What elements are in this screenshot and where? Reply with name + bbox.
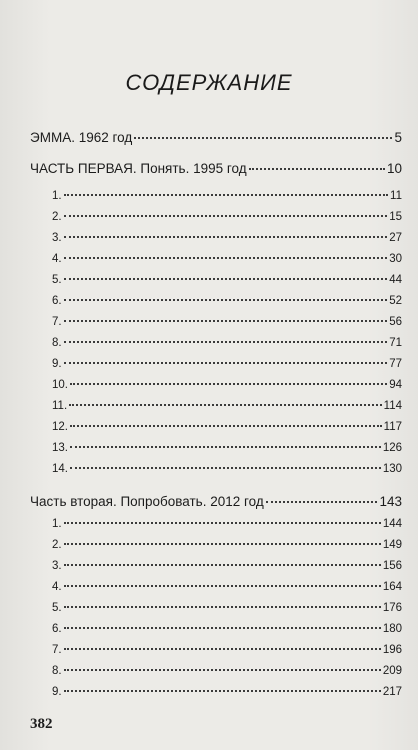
toc-entry-label: ЧАСТЬ ПЕРВАЯ. Понять. 1995 год — [30, 161, 247, 176]
toc-entry — [30, 274, 402, 286]
leader-dots — [69, 404, 382, 406]
leader-dots — [64, 257, 388, 259]
toc-entry-page: 15 — [389, 211, 402, 223]
toc-entry-page: 27 — [389, 232, 402, 244]
toc-entry-page: 77 — [389, 358, 402, 370]
leader-dots — [134, 137, 392, 139]
toc-entry — [30, 337, 402, 349]
leader-dots — [64, 543, 381, 545]
toc-entry-label: 8. — [52, 337, 62, 349]
toc-entry — [30, 518, 402, 530]
toc-entry-page: 71 — [389, 337, 402, 349]
page-title: СОДЕРЖАНИЕ — [125, 70, 293, 95]
toc-entry-page: 52 — [389, 295, 402, 307]
toc-entry-page: 5 — [394, 130, 402, 145]
toc-entry-page: 149 — [382, 539, 402, 551]
leader-dots — [64, 299, 388, 301]
toc-entry-label: 2. — [52, 539, 62, 551]
toc-entry — [30, 211, 402, 223]
toc-entry-page: 10 — [386, 161, 402, 176]
toc-entry — [30, 232, 402, 244]
toc-entry — [30, 539, 402, 551]
toc-entry-label: 7. — [52, 644, 62, 656]
toc-entry-page: 130 — [382, 463, 402, 475]
toc-entry-label: 7. — [52, 316, 62, 328]
toc-entry-page: 117 — [383, 421, 402, 433]
toc-entry-label: 13. — [52, 442, 68, 454]
toc-entry-label: 14. — [52, 463, 68, 475]
leader-dots — [64, 690, 381, 692]
leader-dots — [64, 522, 381, 524]
leader-dots — [64, 627, 381, 629]
page-number: 382 — [30, 716, 53, 732]
toc-entry-label: 4. — [52, 581, 62, 593]
leader-dots — [64, 362, 388, 364]
toc-entry — [30, 190, 402, 202]
toc-entry-label: 4. — [52, 253, 62, 265]
toc-entry — [30, 161, 402, 176]
leader-dots — [64, 564, 381, 566]
toc-entry-page: 209 — [382, 665, 402, 677]
toc-entry-page: 164 — [382, 581, 402, 593]
toc-entry — [30, 316, 402, 328]
leader-dots — [64, 606, 381, 608]
toc-entry-label: 3. — [52, 560, 62, 572]
leader-dots — [64, 215, 388, 217]
toc-entry-page: 144 — [382, 518, 402, 530]
toc-entry-label: Часть вторая. Попробовать. 2012 год — [30, 494, 264, 509]
toc-entry — [30, 358, 402, 370]
toc-entry-label: 9. — [52, 686, 62, 698]
toc-entry — [30, 644, 402, 656]
toc-entry-label: 1. — [52, 518, 62, 530]
toc-entry-label: 9. — [52, 358, 62, 370]
toc-entry — [30, 623, 402, 635]
leader-dots — [64, 648, 381, 650]
toc-entry-label: 12. — [52, 421, 68, 433]
leader-dots — [70, 425, 382, 427]
toc-entry — [30, 665, 402, 677]
toc-entry-label: 5. — [52, 274, 62, 286]
toc-entry-page: 126 — [382, 442, 402, 454]
toc-entry-page: 196 — [382, 644, 402, 656]
toc-entry-label: 5. — [52, 602, 62, 614]
toc-entry-label: 3. — [52, 232, 62, 244]
leader-dots — [70, 383, 387, 385]
leader-dots — [64, 278, 388, 280]
toc-entry-page: 180 — [382, 623, 402, 635]
leader-dots — [70, 467, 381, 469]
toc-entry-label: 6. — [52, 295, 62, 307]
toc-entry — [30, 421, 402, 433]
toc-entry-page: 30 — [389, 253, 402, 265]
leader-dots — [70, 446, 381, 448]
toc-entry-page: 156 — [382, 560, 402, 572]
toc-entry-page: 56 — [389, 316, 402, 328]
toc-entry — [30, 581, 402, 593]
leader-dots — [266, 501, 378, 503]
toc-entry — [30, 130, 402, 145]
toc-entry — [30, 295, 402, 307]
leader-dots — [64, 194, 388, 196]
toc-entry-label: ЭММА. 1962 год — [30, 130, 133, 145]
leader-dots — [249, 168, 385, 170]
toc-entry — [30, 400, 402, 412]
leader-dots — [64, 320, 388, 322]
toc-entry-label: 2. — [52, 211, 62, 223]
toc-entry-page: 94 — [389, 379, 402, 391]
leader-dots — [64, 669, 381, 671]
toc-entry — [30, 686, 402, 698]
leader-dots — [64, 341, 388, 343]
toc-entry-label: 1. — [52, 190, 62, 202]
toc-entry-page: 44 — [389, 274, 402, 286]
toc-entry — [30, 494, 402, 509]
toc-entry-label: 6. — [52, 623, 62, 635]
toc-entry-page: 114 — [383, 400, 402, 412]
leader-dots — [64, 236, 388, 238]
toc-entry-page: 217 — [382, 686, 402, 698]
toc-entry — [30, 602, 402, 614]
toc-entry — [30, 379, 402, 391]
toc-entry-label: 11. — [52, 400, 68, 412]
toc-entry — [30, 442, 402, 454]
toc-entry-label: 10. — [52, 379, 68, 391]
toc-entry-label: 8. — [52, 665, 62, 677]
toc-entry — [30, 560, 402, 572]
leader-dots — [64, 585, 381, 587]
toc-entry-page: 11 — [390, 190, 402, 202]
toc-entry — [30, 463, 402, 475]
toc-entry-page: 176 — [382, 602, 402, 614]
toc-entry-page: 143 — [379, 494, 402, 509]
toc-entry — [30, 253, 402, 265]
